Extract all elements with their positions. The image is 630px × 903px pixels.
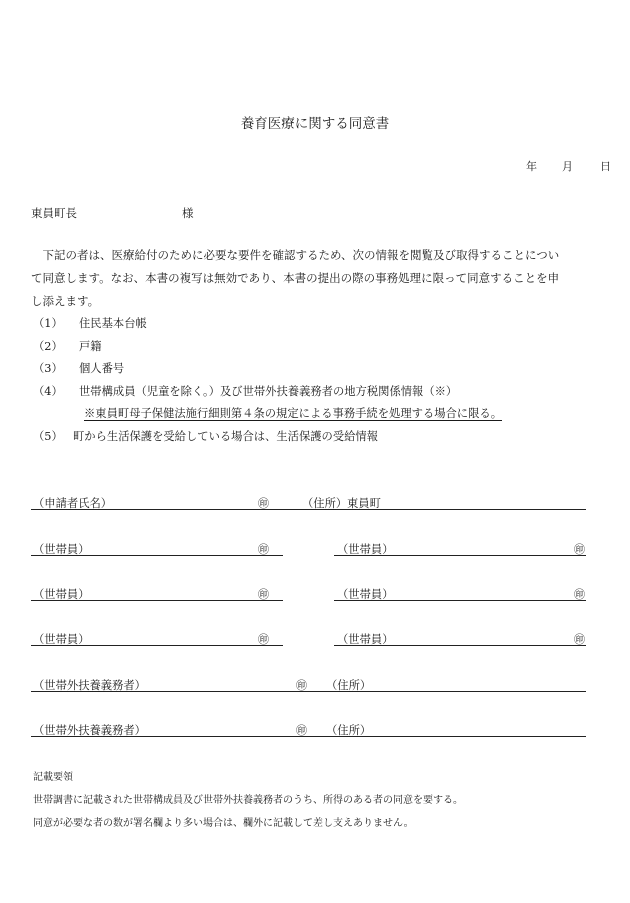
document-title: 養育医療に関する同意書 (240, 116, 390, 132)
item-number: （3） (33, 362, 63, 376)
applicant-signature-line[interactable] (31, 509, 586, 510)
household-member-signature-line[interactable] (31, 645, 283, 646)
item-text: 個人番号 (79, 362, 125, 376)
list-item (33, 313, 502, 336)
item-number: （4） (33, 384, 63, 398)
list-item (33, 336, 502, 359)
consent-paragraph (31, 244, 611, 313)
household-member-seal: ㊞ (574, 633, 585, 646)
note-text: ※東員町母子保健法施行細則第４条の規定による事務手続を処理する場合に限る。 (84, 407, 502, 421)
support-obligor-address-label: （住所） (326, 679, 372, 692)
date-month: 月 (562, 160, 573, 173)
household-member-seal: ㊞ (258, 633, 269, 646)
paragraph-line: し添えます。 (31, 294, 100, 308)
item-number: （2） (33, 339, 63, 353)
paragraph-line: 下記の者は、医療給付のために必要な要件を確認するため、次の情報を閲覧及び取得することについ (31, 248, 560, 262)
applicant-seal: ㊞ (258, 497, 269, 510)
item-note (33, 403, 502, 426)
addressee-name: 東員町長 (31, 206, 77, 220)
support-obligor-label: （世帯外扶養義務者） (33, 679, 146, 692)
household-member-seal: ㊞ (258, 588, 269, 601)
support-obligor-seal: ㊞ (296, 679, 307, 692)
household-member-label: （世帯員） (33, 633, 90, 646)
household-member-seal: ㊞ (574, 543, 585, 556)
instructions-line: 世帯調書に記載された世帯構成員及び世帯外扶養義務者のうち、所得のある者の同意を要する。 (33, 795, 463, 806)
household-member-label: （世帯員） (337, 633, 394, 646)
support-obligor-label: （世帯外扶養義務者） (33, 724, 146, 737)
household-member-signature-line[interactable] (334, 555, 586, 556)
applicant-address-label: （住所） (302, 497, 348, 510)
date-day: 日 (600, 160, 611, 173)
household-member-signature-line[interactable] (31, 555, 283, 556)
instructions-heading: 記載要領 (33, 772, 73, 783)
household-member-signature-line[interactable] (31, 600, 283, 601)
instructions-line: 同意が必要な者の数が署名欄より多い場合は、欄外に記載して差し支えありません。 (33, 818, 414, 829)
item-text: 世帯構成員（児童を除く。）及び世帯外扶養義務者の地方税関係情報（※） (79, 384, 458, 398)
applicant-name-label: （申請者氏名） (33, 497, 113, 510)
household-member-seal: ㊞ (258, 543, 269, 556)
applicant-address-value: 東員町 (347, 497, 381, 510)
household-member-label: （世帯員） (33, 543, 90, 556)
household-member-label: （世帯員） (337, 588, 394, 601)
support-obligor-signature-line[interactable] (31, 691, 586, 692)
paragraph-line: て同意します。なお、本書の複写は無効であり、本書の提出の際の事務処理に限って同意することを申 (31, 271, 560, 285)
item-text: 町から生活保護を受給している場合は、生活保護の受給情報 (73, 429, 379, 443)
list-item (33, 381, 502, 404)
item-number: （1） (33, 317, 63, 330)
household-member-seal: ㊞ (574, 588, 585, 601)
item-number: （5） (33, 429, 63, 443)
household-member-label: （世帯員） (337, 543, 394, 556)
household-member-signature-line[interactable] (334, 600, 586, 601)
date-year: 年 (526, 160, 537, 173)
addressee-honorific: 様 (182, 206, 194, 220)
household-member-signature-line[interactable] (334, 645, 586, 646)
item-text: 戸籍 (79, 339, 102, 353)
item-text: 住民基本台帳 (79, 317, 147, 330)
support-obligor-signature-line[interactable] (31, 736, 586, 737)
list-item (33, 426, 502, 449)
support-obligor-seal: ㊞ (296, 724, 307, 737)
household-member-label: （世帯員） (33, 588, 90, 601)
list-item (33, 358, 502, 381)
support-obligor-address-label: （住所） (326, 724, 372, 737)
information-list (33, 313, 502, 449)
